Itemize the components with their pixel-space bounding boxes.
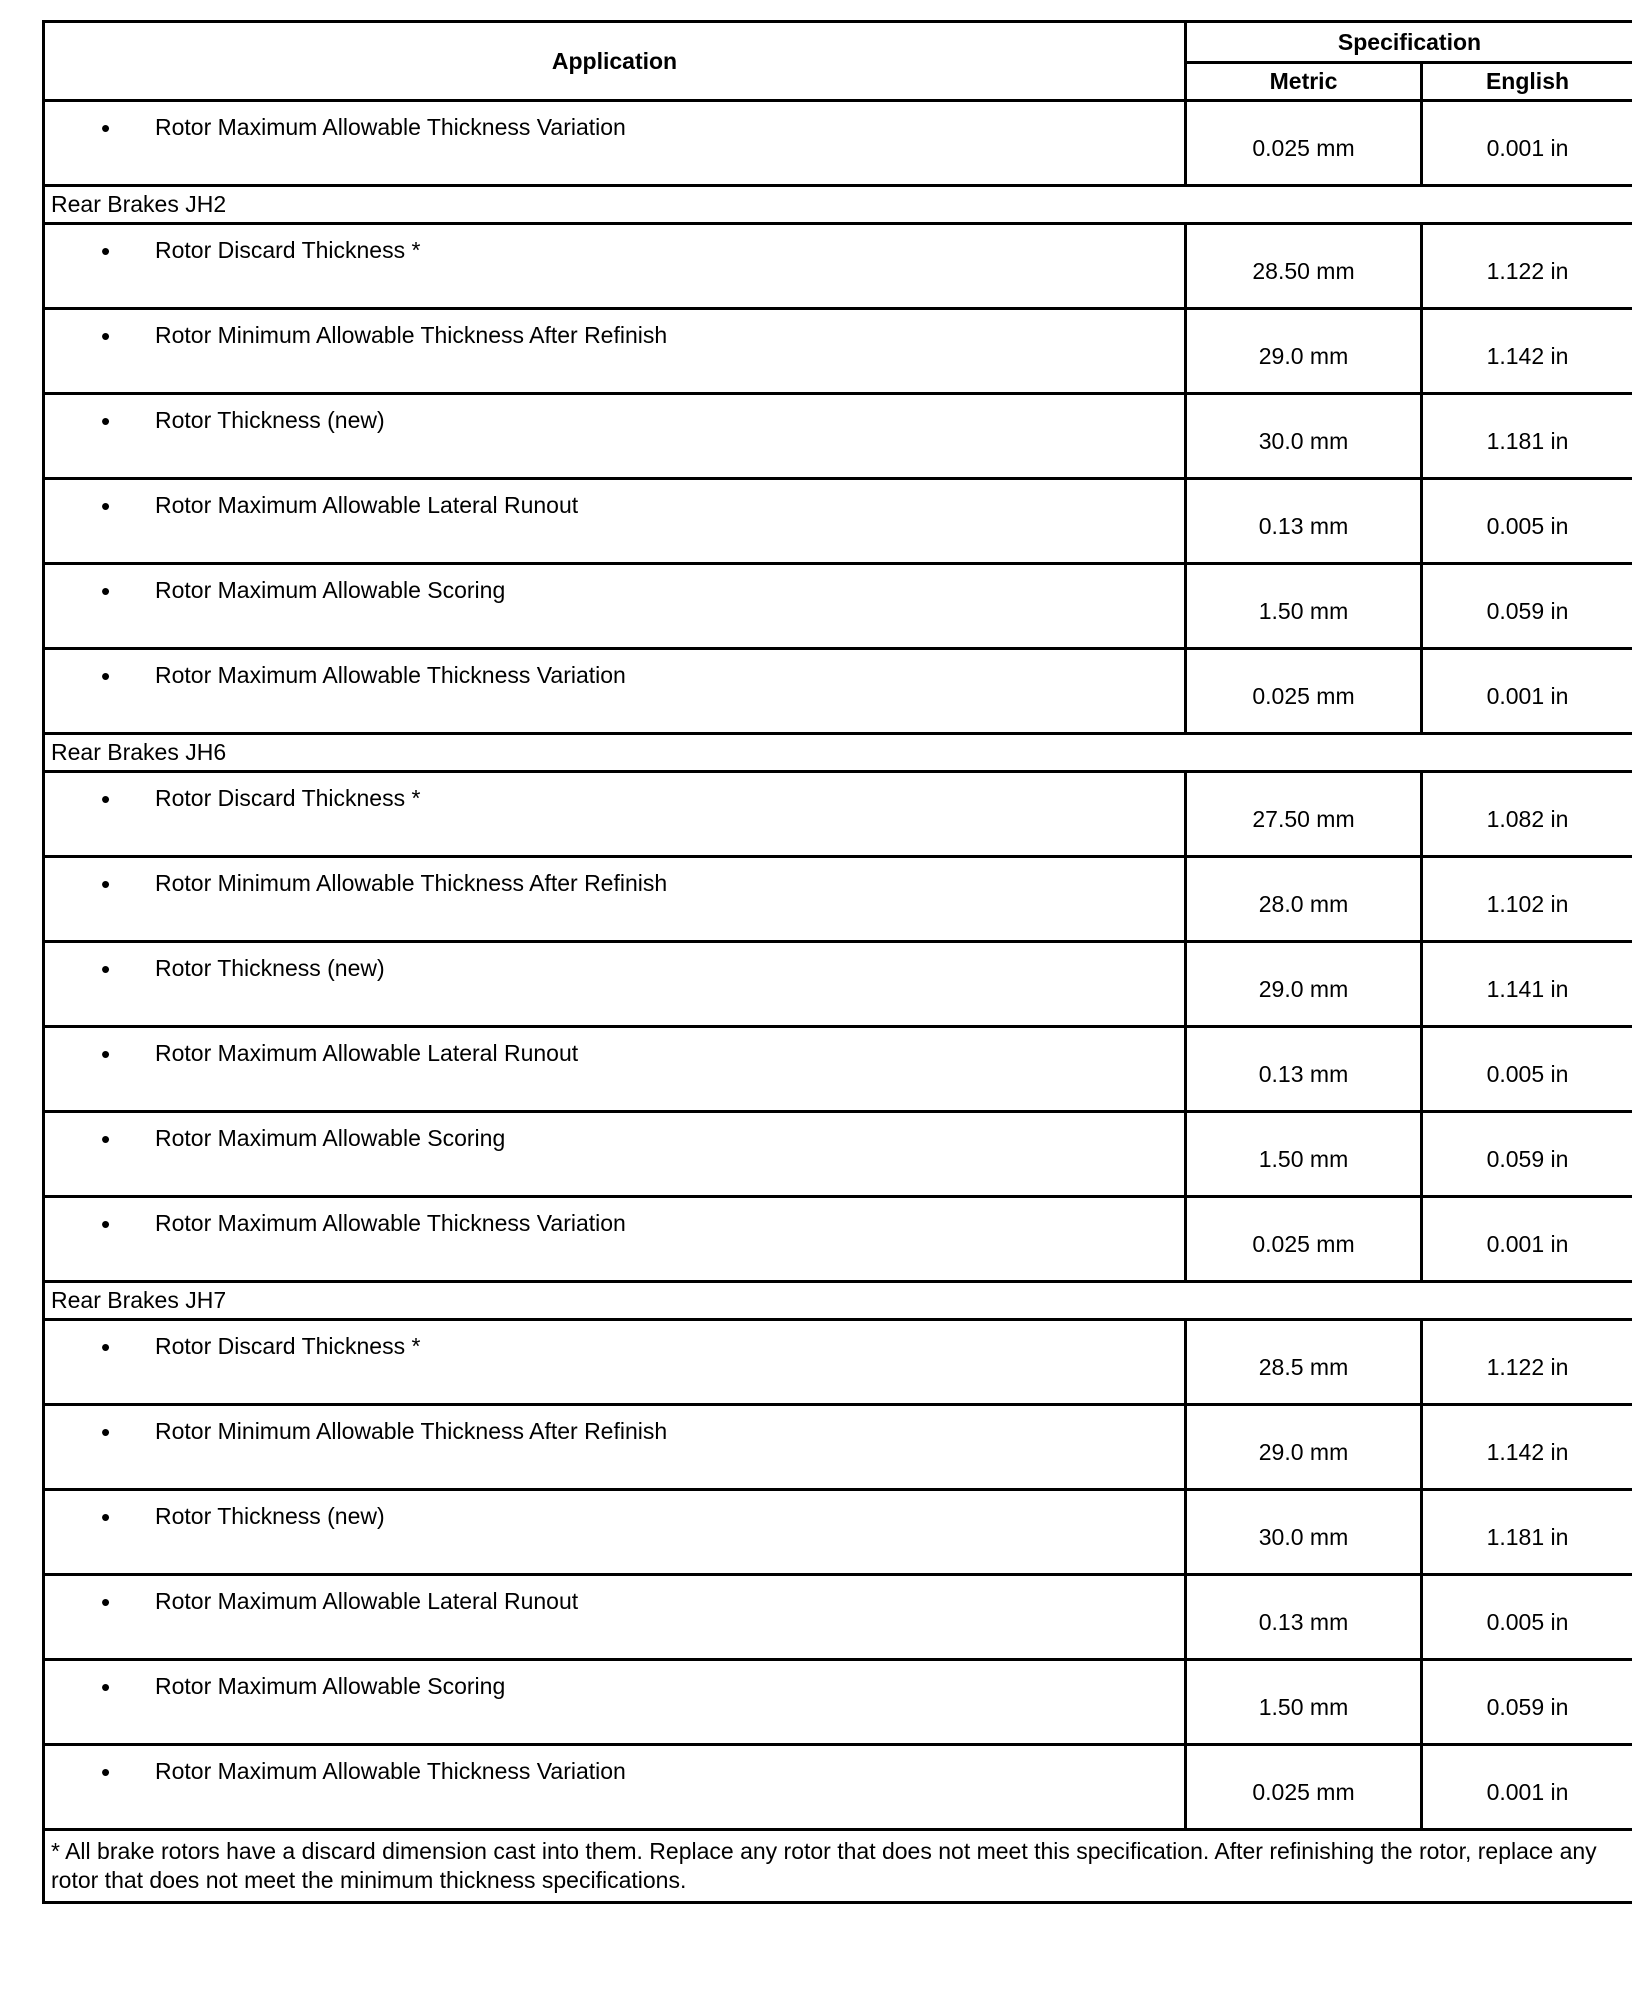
english-value: 1.181 in — [1422, 394, 1632, 479]
group-label: Rear Brakes JH7 — [44, 1282, 1632, 1320]
application-label: Rotor Maximum Allowable Lateral Runout — [155, 1040, 579, 1066]
bullet-icon: • — [101, 1332, 111, 1362]
specification-header: Specification — [1186, 22, 1632, 63]
group-row — [44, 1282, 1632, 1320]
table-body — [44, 101, 1632, 1830]
english-value: 0.005 in — [1422, 1027, 1632, 1112]
english-value: 1.102 in — [1422, 857, 1632, 942]
metric-value: 1.50 mm — [1186, 564, 1422, 649]
application-cell — [44, 394, 1186, 479]
application-cell — [44, 1660, 1186, 1745]
english-value: 0.059 in — [1422, 564, 1632, 649]
application-cell — [44, 479, 1186, 564]
english-header: English — [1422, 63, 1632, 101]
bullet-icon: • — [101, 406, 111, 436]
english-value: 0.005 in — [1422, 1575, 1632, 1660]
table-row — [44, 1027, 1632, 1112]
application-label: Rotor Thickness (new) — [155, 1503, 385, 1529]
english-value: 0.001 in — [1422, 649, 1632, 734]
application-cell — [44, 309, 1186, 394]
table-row — [44, 101, 1632, 186]
metric-value: 0.13 mm — [1186, 479, 1422, 564]
metric-value: 0.13 mm — [1186, 1575, 1422, 1660]
bullet-icon: • — [101, 1757, 111, 1787]
english-value: 1.142 in — [1422, 309, 1632, 394]
metric-value: 0.13 mm — [1186, 1027, 1422, 1112]
english-value: 0.001 in — [1422, 1745, 1632, 1830]
bullet-icon: • — [101, 576, 111, 606]
bullet-icon: • — [101, 236, 111, 266]
application-cell — [44, 942, 1186, 1027]
english-value: 0.001 in — [1422, 1197, 1632, 1282]
application-cell — [44, 1027, 1186, 1112]
metric-value: 28.0 mm — [1186, 857, 1422, 942]
metric-value: 29.0 mm — [1186, 309, 1422, 394]
english-value: 0.059 in — [1422, 1112, 1632, 1197]
application-label: Rotor Maximum Allowable Lateral Runout — [155, 492, 579, 518]
table-row — [44, 1405, 1632, 1490]
english-value: 0.059 in — [1422, 1660, 1632, 1745]
metric-value: 0.025 mm — [1186, 101, 1422, 186]
table-row — [44, 649, 1632, 734]
english-value: 0.001 in — [1422, 101, 1632, 186]
metric-value: 1.50 mm — [1186, 1660, 1422, 1745]
metric-value: 30.0 mm — [1186, 394, 1422, 479]
table-row — [44, 1575, 1632, 1660]
group-row — [44, 186, 1632, 224]
application-cell — [44, 1575, 1186, 1660]
application-cell — [44, 101, 1186, 186]
group-label: Rear Brakes JH6 — [44, 734, 1632, 772]
application-label: Rotor Discard Thickness * — [155, 785, 421, 811]
metric-value: 0.025 mm — [1186, 649, 1422, 734]
bullet-icon: • — [101, 113, 111, 143]
table-row — [44, 772, 1632, 857]
group-row — [44, 734, 1632, 772]
bullet-icon: • — [101, 661, 111, 691]
bullet-icon: • — [101, 784, 111, 814]
application-label: Rotor Maximum Allowable Thickness Variation — [155, 1758, 626, 1784]
english-value: 1.181 in — [1422, 1490, 1632, 1575]
application-label: Rotor Maximum Allowable Scoring — [155, 1673, 506, 1699]
table-row — [44, 1197, 1632, 1282]
metric-value: 0.025 mm — [1186, 1745, 1422, 1830]
application-cell — [44, 772, 1186, 857]
table-row — [44, 309, 1632, 394]
application-label: Rotor Thickness (new) — [155, 955, 385, 981]
table-row — [44, 479, 1632, 564]
application-cell — [44, 564, 1186, 649]
header-row — [44, 22, 1632, 63]
english-value: 1.122 in — [1422, 1320, 1632, 1405]
bullet-icon: • — [101, 491, 111, 521]
english-value: 1.082 in — [1422, 772, 1632, 857]
table-row — [44, 1490, 1632, 1575]
bullet-icon: • — [101, 1502, 111, 1532]
metric-value: 28.5 mm — [1186, 1320, 1422, 1405]
metric-value: 28.50 mm — [1186, 224, 1422, 309]
group-label: Rear Brakes JH2 — [44, 186, 1632, 224]
application-cell — [44, 1320, 1186, 1405]
application-cell — [44, 649, 1186, 734]
application-label: Rotor Discard Thickness * — [155, 1333, 421, 1359]
application-label: Rotor Maximum Allowable Thickness Variation — [155, 1210, 626, 1236]
table-row — [44, 1660, 1632, 1745]
footnote-row — [44, 1830, 1632, 1903]
application-cell — [44, 1745, 1186, 1830]
application-label: Rotor Thickness (new) — [155, 407, 385, 433]
application-cell — [44, 1490, 1186, 1575]
application-label: Rotor Discard Thickness * — [155, 237, 421, 263]
application-header: Application — [44, 22, 1186, 101]
table-row — [44, 1320, 1632, 1405]
bullet-icon: • — [101, 954, 111, 984]
english-value: 0.005 in — [1422, 479, 1632, 564]
table-row — [44, 857, 1632, 942]
table-row — [44, 394, 1632, 479]
table-row — [44, 1745, 1632, 1830]
metric-value: 27.50 mm — [1186, 772, 1422, 857]
bullet-icon: • — [101, 321, 111, 351]
application-cell — [44, 857, 1186, 942]
metric-header: Metric — [1186, 63, 1422, 101]
bullet-icon: • — [101, 1672, 111, 1702]
table-row — [44, 1112, 1632, 1197]
bullet-icon: • — [101, 1417, 111, 1447]
application-label: Rotor Maximum Allowable Thickness Variation — [155, 114, 626, 140]
bullet-icon: • — [101, 1124, 111, 1154]
bullet-icon: • — [101, 1039, 111, 1069]
application-label: Rotor Maximum Allowable Thickness Variation — [155, 662, 626, 688]
application-label: Rotor Maximum Allowable Scoring — [155, 1125, 506, 1151]
bullet-icon: • — [101, 1209, 111, 1239]
specification-table — [42, 20, 1632, 1904]
application-label: Rotor Minimum Allowable Thickness After Refinish — [155, 322, 668, 348]
application-label: Rotor Minimum Allowable Thickness After Refinish — [155, 870, 668, 896]
table-row — [44, 942, 1632, 1027]
footnote: * All brake rotors have a discard dimension cast into them. Replace any rotor that does not meet this specification. After refinishing the rotor, replace any rotor that does not meet the minimum thickness specifications. — [44, 1830, 1632, 1903]
application-cell — [44, 1405, 1186, 1490]
metric-value: 29.0 mm — [1186, 1405, 1422, 1490]
table-row — [44, 224, 1632, 309]
metric-value: 29.0 mm — [1186, 942, 1422, 1027]
bullet-icon: • — [101, 869, 111, 899]
application-cell — [44, 224, 1186, 309]
application-label: Rotor Maximum Allowable Scoring — [155, 577, 506, 603]
application-cell — [44, 1197, 1186, 1282]
table-row — [44, 564, 1632, 649]
application-label: Rotor Minimum Allowable Thickness After Refinish — [155, 1418, 668, 1444]
english-value: 1.141 in — [1422, 942, 1632, 1027]
application-label: Rotor Maximum Allowable Lateral Runout — [155, 1588, 579, 1614]
metric-value: 30.0 mm — [1186, 1490, 1422, 1575]
application-cell — [44, 1112, 1186, 1197]
metric-value: 1.50 mm — [1186, 1112, 1422, 1197]
english-value: 1.142 in — [1422, 1405, 1632, 1490]
bullet-icon: • — [101, 1587, 111, 1617]
metric-value: 0.025 mm — [1186, 1197, 1422, 1282]
english-value: 1.122 in — [1422, 224, 1632, 309]
